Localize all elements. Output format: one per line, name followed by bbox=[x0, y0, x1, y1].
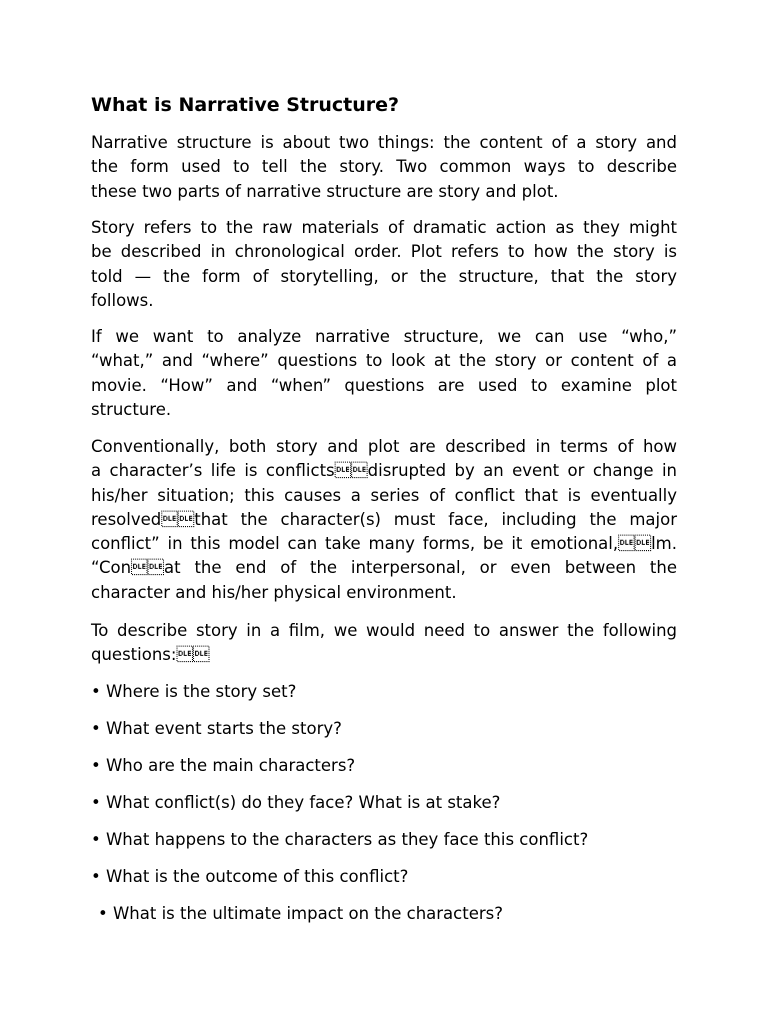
paragraph-line: told — the form of storytelling, or the structure, that the story bbox=[91, 266, 677, 286]
list-item: • What is the ultimate impact on the characters? bbox=[98, 904, 503, 923]
list-item: • What is the outcome of this conflict? bbox=[91, 867, 409, 886]
paragraph-line: his/her situation; this causes a series of conflict that is eventually bbox=[91, 485, 677, 505]
paragraph-line: be described in chronological order. Plot refers to how the story is bbox=[91, 242, 677, 262]
paragraph-line: Narrative structure is about two things: the content of a story and bbox=[91, 133, 677, 152]
paragraph-describe-story bbox=[91, 619, 677, 668]
paragraph-line: structure. bbox=[91, 399, 172, 419]
paragraph-line: conflict” in this model can take many forms, be it emotional,lm. bbox=[91, 534, 677, 554]
list-item: • What event starts the story? bbox=[91, 719, 342, 738]
paragraph-line: “what,” and “where” questions to look at the story or content of a bbox=[91, 351, 677, 371]
paragraph-line: To describe story in a film, we would need to answer the following bbox=[91, 621, 677, 640]
paragraph-line: character and his/her physical environment. bbox=[91, 582, 457, 602]
paragraph-line: follows. bbox=[91, 290, 154, 310]
paragraph-line: questions: bbox=[91, 645, 210, 665]
paragraph-line: these two parts of narrative structure are story and plot. bbox=[91, 181, 559, 201]
paragraph-intro bbox=[91, 131, 677, 204]
paragraph-line: Conventionally, both story and plot are described in terms of how bbox=[91, 437, 677, 456]
paragraph-story-plot bbox=[91, 216, 677, 313]
list-item: • Where is the story set? bbox=[91, 682, 297, 701]
paragraph-line: a character’s life is conflictsdisrupted by an event or change in bbox=[91, 461, 677, 481]
paragraph-line: resolvedthat the character(s) must face, including the major bbox=[91, 509, 677, 529]
list-item: • Who are the main characters? bbox=[91, 756, 356, 775]
paragraph-line: the form used to tell the story. Two common ways to describe bbox=[91, 157, 677, 177]
paragraph-conventionally bbox=[91, 435, 677, 605]
paragraph-line: “Conat the end of the interpersonal, or even between the bbox=[91, 558, 677, 578]
list-item: • What happens to the characters as they face this conflict? bbox=[91, 830, 589, 849]
paragraph-line: Story refers to the raw materials of dramatic action as they might bbox=[91, 218, 677, 237]
paragraph-line: If we want to analyze narrative structure, we can use “who,” bbox=[91, 327, 677, 346]
list-item: • What conflict(s) do they face? What is at stake? bbox=[91, 793, 501, 812]
page-title: What is Narrative Structure? bbox=[91, 94, 400, 116]
paragraph-analyze bbox=[91, 325, 677, 422]
paragraph-line: movie. “How” and “when” questions are used to examine plot bbox=[91, 375, 677, 395]
